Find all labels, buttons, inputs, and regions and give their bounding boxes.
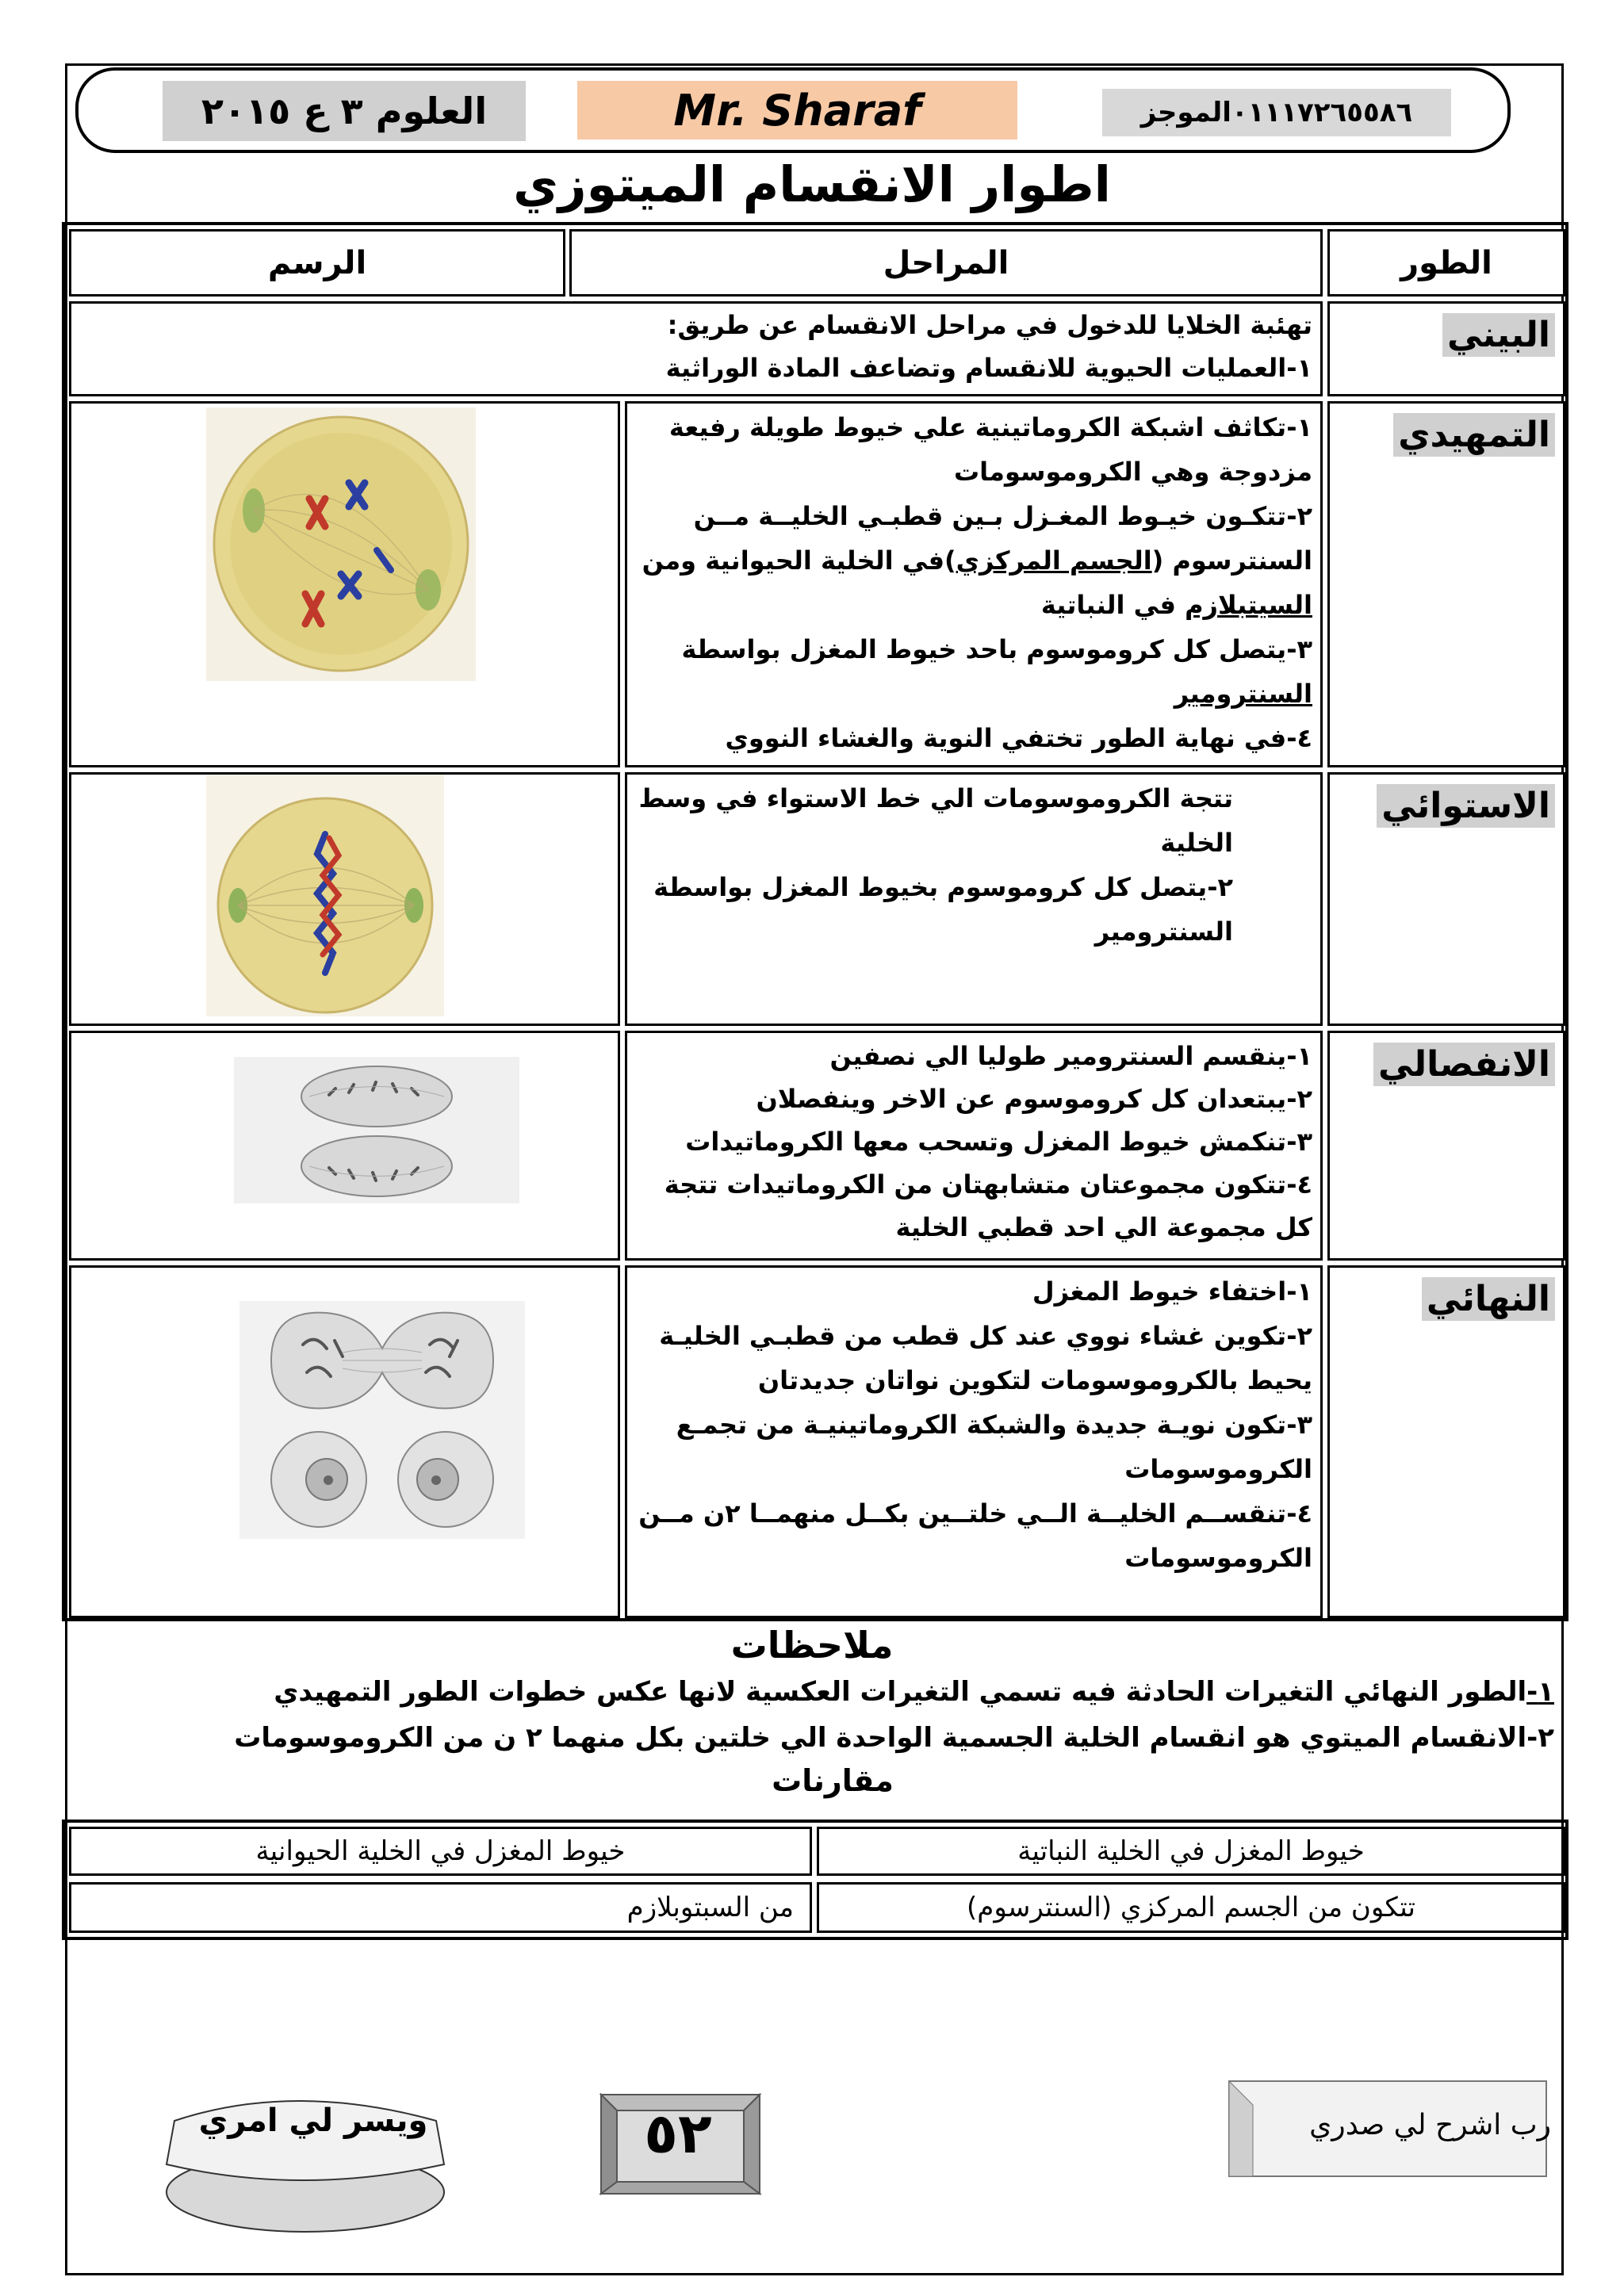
header-stage: الطور [1327, 229, 1565, 297]
telophase-line-4: ٣-تكون نويـة جديدة والشبكة الكروماتينيـة من تجمـع [676, 1410, 1312, 1440]
header-drawing: الرسم [69, 229, 565, 297]
telophase-line-2: ٢-تكوين غشاء نووي عند كل قطب من قطبـي الخليـة [659, 1321, 1312, 1351]
telophase-description [625, 1265, 1323, 1618]
interphase-line-1: تهئبة الخلايا للدخول في مراحل الانقسام عن طريق: [667, 310, 1312, 340]
stage-label-telophase: النهائي [1422, 1277, 1555, 1321]
page-title: اطوار الانقسام الميتوزي [513, 155, 1111, 213]
anaphase-line-2: ٢-يبتعدان كل كروموسوم عن الاخر وينفصلان [756, 1084, 1312, 1114]
interphase-line-2: ١-العمليات الحيوية للانقسام وتضاعف المادة الوراثية [665, 353, 1312, 383]
metaphase-drawing-cell [69, 772, 620, 1026]
telophase-line-1: ١-اختفاء خيوط المغزل [1032, 1276, 1312, 1307]
prophase-line-3: ٢-تتكـون خيـوط المغـزل بـين قطبـي الخليــة مــن [693, 501, 1312, 531]
prophase-line-1: ١-تكاثف اشبكة الكروماتينية علي خيوط طويلة رفيعة [668, 412, 1312, 442]
header-phone: ٠١١١٧٢٦٥٥٨٦الموجز [1102, 89, 1451, 136]
stage-label-anaphase: الانفصالي [1373, 1043, 1555, 1086]
stage-telophase [1327, 1265, 1565, 1618]
anaphase-line-5: كل مجموعة الي احد قطبي الخلية [895, 1212, 1312, 1242]
stage-label-interphase: البيني [1442, 313, 1555, 357]
stage-anaphase [1327, 1031, 1565, 1261]
comparison-plant-value: تتكون من الجسم المركزي (السنترسوم) [817, 1882, 1565, 1933]
telophase-line-7: الكروموسومات [1124, 1543, 1312, 1573]
comparison-table [62, 1820, 1568, 1940]
metaphase-cell-image [206, 775, 444, 1016]
stage-label-metaphase: الاستوائي [1377, 784, 1555, 828]
footer-left-text: ويسر لي امري [198, 2103, 428, 2139]
anaphase-drawing-cell [69, 1031, 620, 1261]
telophase-line-6: ٤-تنقســم الخليــة الــي خلتــين بكــل منهمــا ٢ن مــن [638, 1498, 1312, 1529]
metaphase-line-1: تتجة الكروموسومات الي خط الاستواء في وسط [638, 783, 1233, 813]
footer-oval-shape [103, 2077, 515, 2236]
prophase-line-4: السنترسوم (الجسم المركزي)في الخلية الحيوانية ومن [642, 545, 1312, 576]
metaphase-line-4: السنترومير [1094, 916, 1233, 947]
prophase-cell-image [206, 408, 476, 681]
header-teacher-name: Mr. Sharaf [577, 81, 1017, 140]
telophase-drawing-cell [69, 1265, 620, 1618]
stage-label-prophase: التمهيدي [1393, 413, 1555, 457]
header-subject: العلوم ٣ ع ٢٠١٥ [163, 81, 526, 141]
prophase-line-8: ٤-في نهاية الطور تختفي النوية والغشاء النووي [725, 723, 1312, 753]
stage-prophase [1327, 401, 1565, 767]
note-1: ١-الطور النهائي التغيرات الحادثة فيه تسمي التغيرات العكسية لانها عكس خطوات الطور التمهيدي [274, 1676, 1554, 1708]
notes-title: ملاحظات [730, 1624, 894, 1667]
metaphase-description [625, 772, 1323, 1026]
prophase-line-2: مزدوجة وهي الكروموسومات [953, 457, 1312, 487]
comparison-animal-value: من السبتوبلازم [69, 1882, 812, 1933]
footer-right-text: رب اشرح لي صدري [1309, 2109, 1551, 2141]
prophase-description [625, 401, 1323, 767]
anaphase-line-4: ٤-تتكون مجموعتان متشابهتان من الكروماتيدات تتجة [664, 1169, 1312, 1200]
prophase-drawing-cell [69, 401, 620, 767]
comparison-plant-header: خيوط المغزل في الخلية النباتية [817, 1827, 1565, 1876]
header-steps: المراحل [569, 229, 1323, 297]
anaphase-cell-image [234, 1057, 519, 1203]
anaphase-description [625, 1031, 1323, 1261]
telophase-line-5: الكروموسومات [1124, 1454, 1312, 1484]
metaphase-line-3: ٢-يتصل كل كروموسوم بخيوط المغزل بواسطة [653, 872, 1233, 902]
anaphase-line-3: ٣-تنكمش خيوط المغزل وتسحب معها الكروماتيدات [685, 1127, 1312, 1157]
stage-interphase [1327, 301, 1565, 396]
stage-metaphase [1327, 772, 1565, 1026]
prophase-line-7: السنترومير [1174, 679, 1312, 709]
interphase-description [69, 301, 1323, 396]
comparisons-title: مقارنات [772, 1763, 894, 1798]
prophase-line-6: ٣-يتصل كل كروموسوم باحد خيوط المغزل بواسطة [681, 634, 1312, 664]
page-number: ٥٢ [644, 2101, 712, 2166]
comparison-animal-header: خيوط المغزل في الخلية الحيوانية [69, 1827, 812, 1876]
note-2: ٢-الانقسام الميتوي هو انقسام الخلية الجسمية الواحدة الي خلتين بكل منهما ٢ ن من الكروموسومات [234, 1722, 1554, 1754]
anaphase-line-1: ١-ينقسم السنترومير طوليا الي نصفين [829, 1041, 1312, 1071]
telophase-cell-image [239, 1301, 525, 1539]
telophase-line-3: يحيط بالكروموسومات لتكوين نواتان جديدتان [757, 1365, 1312, 1395]
metaphase-line-2: الخلية [1160, 828, 1233, 858]
prophase-line-5: السيتبلازم في النباتية [1040, 590, 1312, 620]
mitosis-stages-table [62, 222, 1568, 1621]
